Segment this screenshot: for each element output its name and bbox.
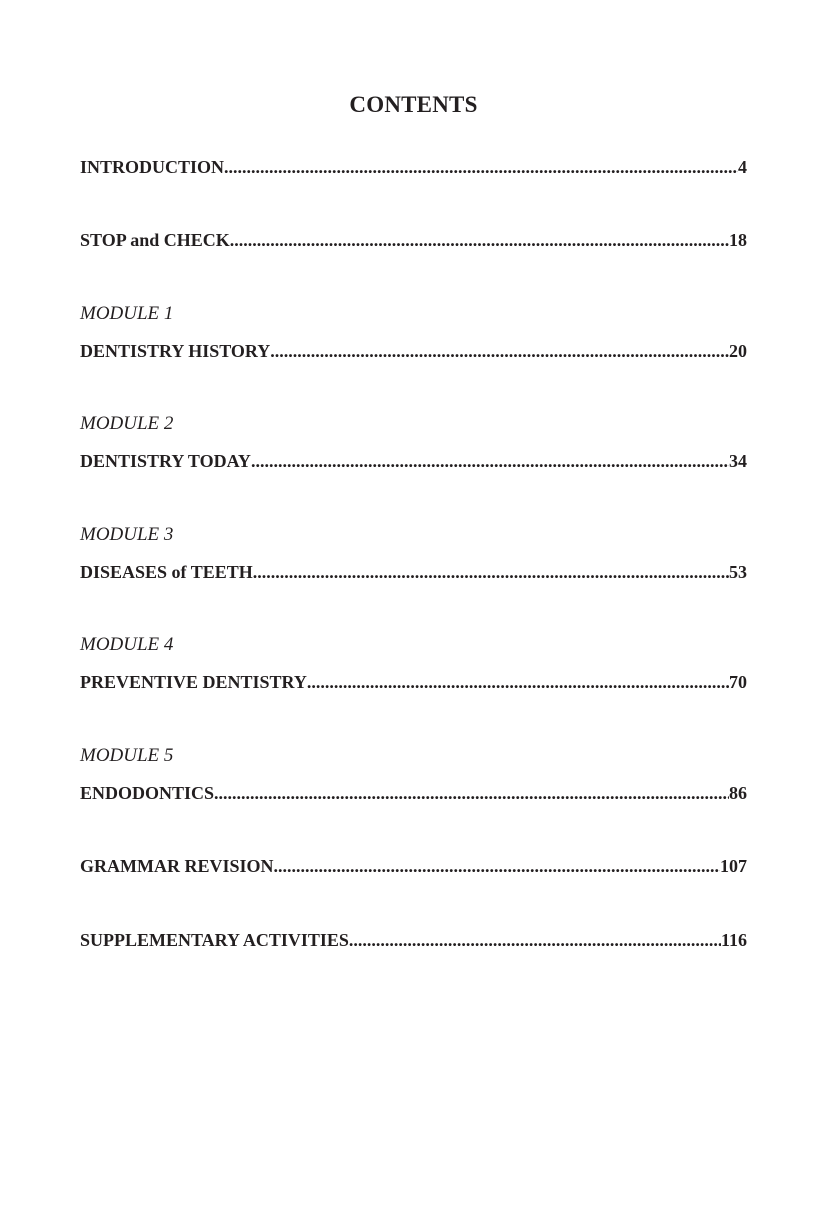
module-heading-4: MODULE 4 bbox=[80, 634, 174, 655]
toc-entry-label: GRAMMAR REVISION bbox=[80, 856, 274, 876]
toc-entry-label: DENTISTRY HISTORY bbox=[80, 341, 271, 361]
dot-leader bbox=[274, 854, 721, 878]
toc-entry-preventive-dentistry[interactable] bbox=[80, 670, 747, 694]
toc-entry-introduction[interactable] bbox=[80, 155, 747, 179]
toc-entry-stop-and-check[interactable] bbox=[80, 228, 747, 252]
toc-entry-page-number: 20 bbox=[729, 341, 747, 361]
module-heading-3: MODULE 3 bbox=[80, 524, 174, 545]
toc-entry-endodontics[interactable] bbox=[80, 781, 747, 805]
toc-entry-label: INTRODUCTION bbox=[80, 157, 225, 177]
dot-leader bbox=[230, 228, 729, 252]
toc-entry-label: STOP and CHECK bbox=[80, 230, 230, 250]
toc-entry-page-number: 107 bbox=[720, 856, 747, 876]
toc-entry-label: ENDODONTICS bbox=[80, 783, 215, 803]
toc-entry-label: SUPPLEMENTARY ACTIVITIES bbox=[80, 930, 349, 950]
toc-entry-page-number: 116 bbox=[720, 930, 747, 950]
toc-entry-page-number: 53 bbox=[729, 562, 747, 582]
toc-entry-dentistry-today[interactable] bbox=[80, 449, 747, 473]
dot-leader bbox=[307, 670, 729, 694]
toc-entry-supplementary-activities[interactable] bbox=[80, 928, 747, 952]
dot-leader bbox=[251, 449, 729, 473]
page-title: CONTENTS bbox=[349, 92, 478, 117]
module-heading-5: MODULE 5 bbox=[80, 745, 174, 766]
toc-entry-page-number: 86 bbox=[729, 783, 747, 803]
toc-entry-label: DENTISTRY TODAY bbox=[80, 451, 251, 471]
dot-leader bbox=[270, 339, 729, 363]
toc-entry-label: DISEASES of TEETH bbox=[80, 562, 253, 582]
toc-entry-page-number: 4 bbox=[738, 157, 747, 177]
toc-entry-diseases-of-teeth[interactable] bbox=[80, 560, 747, 584]
toc-entry-page-number: 18 bbox=[729, 230, 747, 250]
dot-leader bbox=[253, 560, 729, 584]
toc-entry-page-number: 70 bbox=[729, 672, 747, 692]
dot-leader bbox=[349, 928, 721, 952]
dot-leader bbox=[224, 155, 738, 179]
toc-entry-grammar-revision[interactable] bbox=[80, 854, 747, 878]
toc-entry-page-number: 34 bbox=[729, 451, 747, 471]
toc-entry-dentistry-history[interactable] bbox=[80, 339, 747, 363]
dot-leader bbox=[214, 781, 729, 805]
module-heading-1: MODULE 1 bbox=[80, 303, 174, 324]
module-heading-2: MODULE 2 bbox=[80, 413, 174, 434]
toc-entry-label: PREVENTIVE DENTISTRY bbox=[80, 672, 307, 692]
